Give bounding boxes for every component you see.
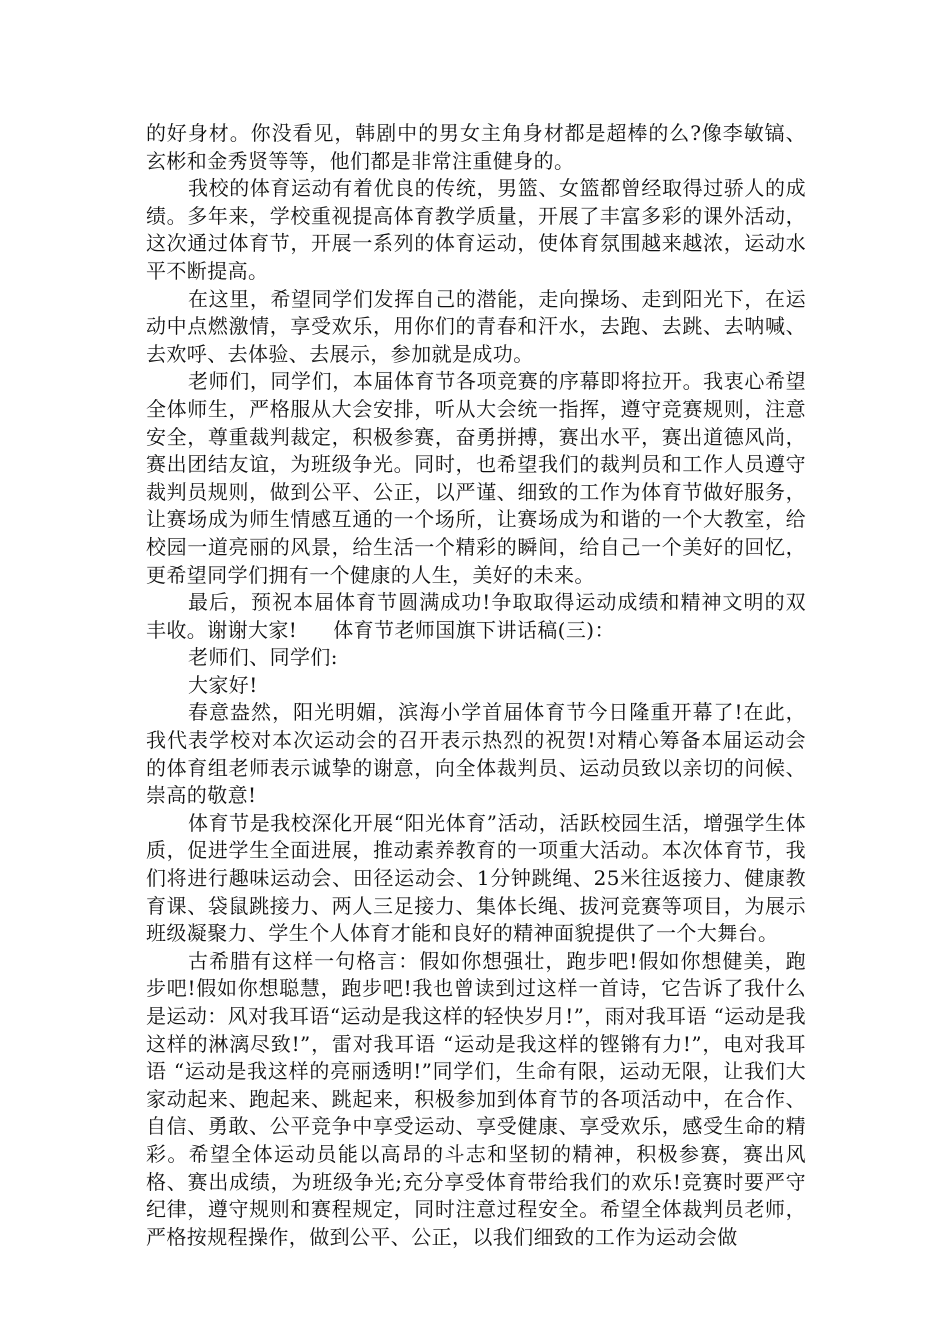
paragraph-2: 我校的体育运动有着优良的传统，男篮、女篮都曾经取得过骄人的成绩。多年来，学校重视提高体育教学质量，开展了丰富多彩的课外活动，这次通过体育节，开展一系列的体育运动，使体育氛围越来越浓，运动水平不断提高。: [146, 176, 806, 283]
salutation: 老师们、同学们:: [188, 645, 338, 670]
paragraph-4: 老师们，同学们，本届体育节各项竞赛的序幕即将拉开。我衷心希望全体师生，严格服从大会安排，听从大会统一指挥，遵守竞赛规则，注意安全，尊重裁判裁定，积极参赛，奋勇拼搏，赛出水平，赛出道德风尚，赛出团结友谊，为班级争光。同时，也希望我们的裁判员和工作人员遵守裁判员规则，做到公平、公正，以严谨、细致的工作为体育节做好服务，让赛场成为师生情感互通的一个场所，让赛场成为和谐的一个大教室，给校园一道亮丽的风景，给生活一个精彩的瞬间，给自己一个美好的回忆，更希望同学们拥有一个健康的人生，美好的未来。: [146, 369, 806, 587]
greeting: 大家好!: [188, 672, 258, 697]
paragraph-3: 在这里，希望同学们发挥自己的潜能，走向操场、走到阳光下，在运动中点燃激情，享受欢乐，用你们的青春和汗水，去跑、去跳、去呐喊、去欢呼、去体验、去展示，参加就是成功。: [146, 286, 806, 366]
closing-text: 最后，预祝本届体育节圆满成功!争取取得运动成绩和精神文明的双丰收。谢谢大家!: [146, 590, 806, 642]
section-title: 体育节老师国旗下讲话稿(三)：: [333, 617, 615, 642]
paragraph-10: 古希腊有这样一句格言：假如你想强壮，跑步吧!假如你想健美，跑步吧!假如你想聪慧，跑步吧!我也曾读到过这样一首诗，它告诉了我什么是运动：风对我耳语“运动是我这样的轻快岁月!”，雨对我耳语 “运动是我这样的淋漓尽致!”，雷对我耳语 “运动是我这样的铿锵有力!”，电对我耳语 “运动是我这样的亮丽透明!”同学们，生命有限，运动无限，让我们大家动起来、跑起来、跳起来，积极参加到体育节的各项活动中，在合作、自信、勇敢、公平竞争中享受运动、享受健康、享受欢乐，感受生命的精彩。希望全体运动员能以高昂的斗志和坚韧的精神，积极参赛，赛出风格、赛出成绩，为班级争光;充分享受体育带给我们的欢乐!竞赛时要严守纪律，遵守规则和赛程规定，同时注意过程安全。希望全体裁判员老师，严格按规程操作，做到公平、公正，以我们细致的工作为运动会做: [146, 948, 806, 1249]
paragraph-1: 的好身材。你没看见，韩剧中的男女主角身材都是超棒的么?像李敏镐、玄彬和金秀贤等等，他们都是非常注重健身的。: [146, 121, 806, 173]
paragraph-9: 体育节是我校深化开展“阳光体育”活动，活跃校园生活，增强学生体质，促进学生全面进展，推动素养教育的一项重大活动。本次体育节，我们将进行趣味运动会、田径运动会、1分钟跳绳、25米往返接力、健康教育课、袋鼠跳接力、两人三足接力、集体长绳、拔河竞赛等项目，为展示班级凝聚力、学生个人体育才能和良好的精神面貌提供了一个大舞台。: [146, 810, 806, 946]
document-body: [146, 120, 806, 1251]
paragraph-5: [146, 589, 806, 644]
paragraph-8: 春意盎然，阳光明媚，滨海小学首届体育节今日隆重开幕了!在此，我代表学校对本次运动会的召开表示热烈的祝贺!对精心筹备本届运动会的体育组老师表示诚挚的谢意，向全体裁判员、运动员致以亲切的问候、崇高的敬意!: [146, 700, 806, 808]
